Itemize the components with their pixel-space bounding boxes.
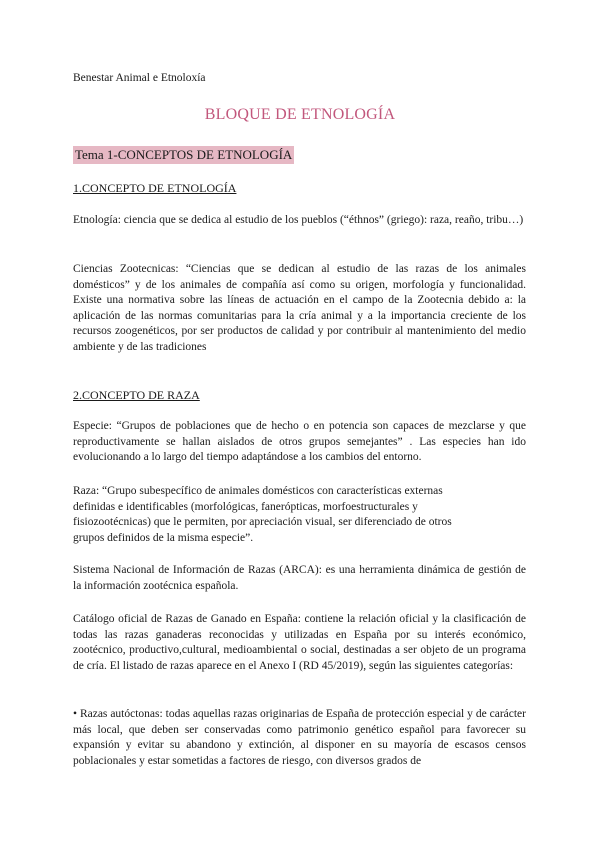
razas-autoctonas-paragraph: • Razas autóctonas: todas aquellas razas originarias de España de protección especial y de carácter más local, que deben ser conservadas como patrimonio genético español para favorecer su expansión y evitar su abandono y extinción, al disponer en su mayoría de escasos censos poblacionales y estar sometidas a factores de riesgo, con diversos grados de (73, 708, 526, 767)
page-header: Benestar Animal e Etnoloxía (73, 72, 206, 84)
raza-line: definidas e identificables (morfológicas, fanerópticas, morfoestructurales y (73, 500, 418, 513)
raza-line: fisiozootécnicas) que le permiten, por apreciación visual, ser diferenciado de otros (73, 516, 452, 528)
especie-paragraph: Especie: “Grupos de poblaciones que de hecho o en potencia son capaces de mezclarse y que reproductivamente se hallan aislados de otros grupos semejantes” . Las especies han ido evolucionando a lo largo del tiempo adaptándose a los cambios del entorno. (73, 420, 526, 463)
raza-line: Raza: “Grupo subespecífico de animales domésticos con características externas (73, 485, 443, 497)
ciencias-zootecnicas-paragraph: Ciencias Zootecnicas: “Ciencias que se dedican al estudio de las razas de los animales domésticos” y de los animales de compañía así como su origen, morfología y funcionalidad. Existe una normativa sobre las líneas de actuación en el campo de la Zootecnia debido a: la aplicación de las normas comunitarias para la cría animal y a la importancia creciente de los recursos zoogenéticos, por ser productos de calidad y por contribuir al mantenimiento del medio ambiente y de las tradiciones (73, 263, 526, 353)
raza-line: grupos definidos de la misma especie”. (73, 531, 254, 544)
topic-heading: Tema 1-CONCEPTOS DE ETNOLOGÍA (75, 147, 293, 162)
document-title: BLOQUE DE ETNOLOGÍA (204, 106, 396, 123)
catalogo-paragraph: Catálogo oficial de Razas de Ganado en España: contiene la relación oficial y la clasificación de todas las razas ganaderas reconocidas y utilizadas en España por su interés económico, zootécnico, productivo,cultural, medioambiental o social, destinadas a ser objeto de un programa de cría. El listado de razas aparece en el Anexo I (RD 45/2019), según las siguientes categorías: (73, 613, 526, 672)
section-1-heading: 1.CONCEPTO DE ETNOLOGÍA (73, 181, 237, 195)
raza-paragraph (73, 484, 526, 546)
section-2-heading: 2.CONCEPTO DE RAZA (73, 388, 200, 402)
arca-paragraph: Sistema Nacional de Información de Razas (ARCA): es una herramienta dinámica de gestión de la información zootécnica española. (73, 564, 526, 592)
etnologia-definition: Etnología: ciencia que se dedica al estudio de los pueblos (“éthnos” (griego): raza, reaño, tribu…) (73, 214, 524, 226)
